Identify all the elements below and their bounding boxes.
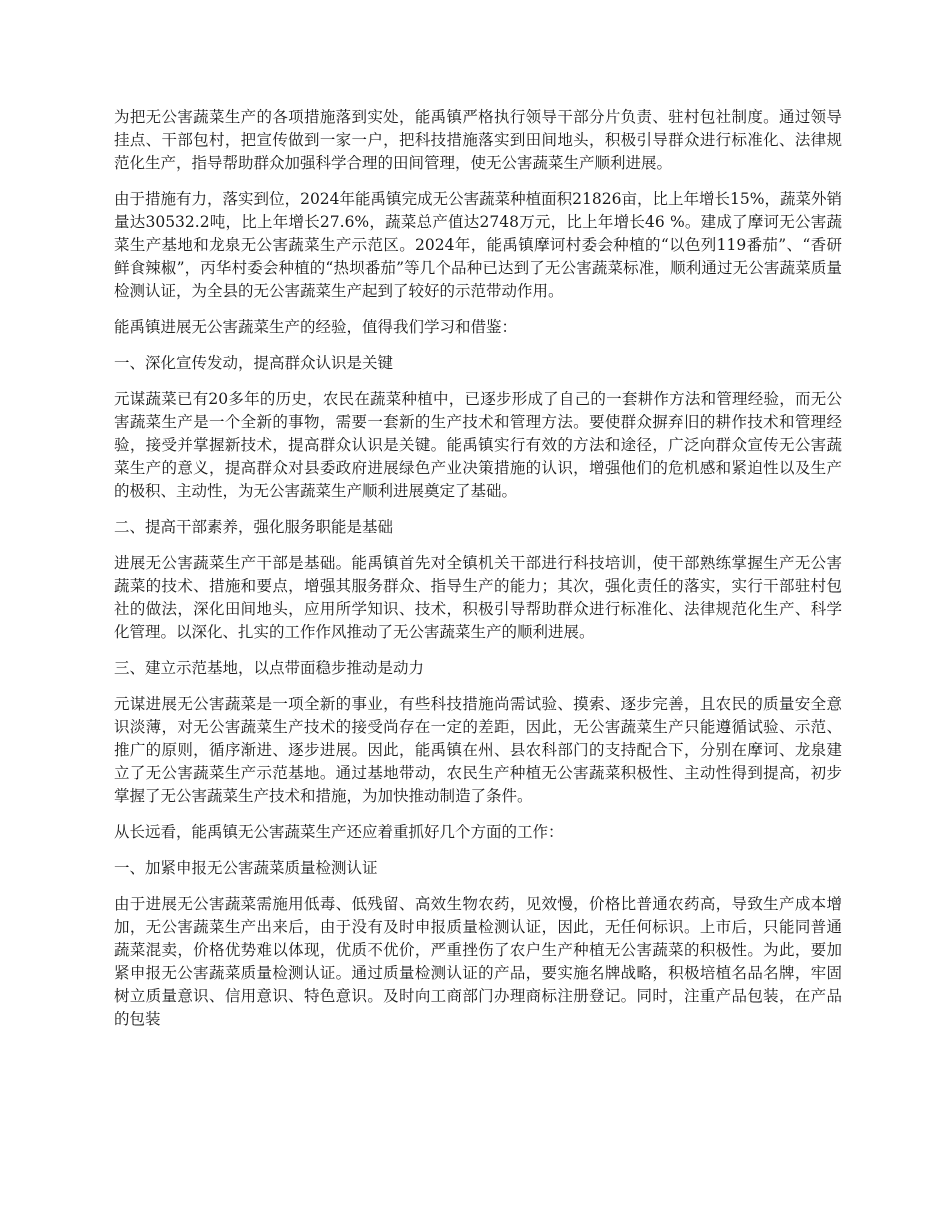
section-heading-demo-base: 三、建立示范基地，以点带面稳步推动是动力 bbox=[114, 659, 425, 677]
paragraph-implementation: 为把无公害蔬菜生产的各项措施落到实处，能禹镇严格执行领导干部分片负责、驻村包社制度。通过领导挂点、干部包村，把宣传做到一家一户，把科技措施落实到田间地头，积极引导群众进行标准化、法律规范化生产，指导帮助群众加强科学合理的田间管理，使无公害蔬菜生产顺利进展。 bbox=[114, 108, 842, 172]
section-heading-publicity: 一、深化宣传发动，提高群众认识是关键 bbox=[114, 354, 394, 372]
section-heading-cadre: 二、提高干部素养，强化服务职能是基础 bbox=[114, 518, 394, 536]
document-body bbox=[114, 106, 842, 1044]
paragraph-experience-intro: 能禹镇进展无公害蔬菜生产的经验，值得我们学习和借鉴： bbox=[114, 318, 518, 336]
paragraph-demo-base: 元谋进展无公害蔬菜是一项全新的事业，有些科技措施尚需试验、摸索、逐步完善，且农民的质量安全意识淡薄，对无公害蔬菜生产技术的接受尚存在一定的差距，因此，无公害蔬菜生产只能遵循试验、示范、推广的原则，循序渐进、逐步进展。因此，能禹镇在州、县农科部门的支持配合下，分别在摩诃、龙泉建立了无公害蔬菜生产示范基地。通过基地带动，农民生产种植无公害蔬菜积极性、主动性得到提高，初步掌握了无公害蔬菜生产技术和措施，为加快推动制造了条件。 bbox=[114, 695, 842, 805]
section-heading-certification: 一、加紧申报无公害蔬菜质量检测认证 bbox=[114, 859, 378, 877]
paragraph-results: 由于措施有力，落实到位，2024年能禹镇完成无公害蔬菜种植面积21826亩，比上年增长15%，蔬菜外销量达30532.2吨，比上年增长27.6%，蔬菜总产值达2748万元，比上年增长46 %。建成了摩诃无公害蔬菜生产基地和龙泉无公害蔬菜生产示范区。2024年，能禹镇摩诃村委会种植的“以色列119番茄”、“香研鲜食辣椒”，丙华村委会种植的“热坝番茄”等几个品种已达到了无公害蔬菜标准，顺利通过无公害蔬菜质量检测认证，为全县的无公害蔬菜生产起到了较好的示范带动作用。 bbox=[114, 190, 842, 300]
paragraph-cadre: 进展无公害蔬菜生产干部是基础。能禹镇首先对全镇机关干部进行科技培训，使干部熟练掌握生产无公害蔬菜的技术、措施和要点，增强其服务群众、指导生产的能力；其次，强化责任的落实，实行干部驻村包社的做法，深化田间地头，应用所学知识、技术，积极引导帮助群众进行标准化、法律规范化生产、科学化管理。以深化、扎实的工作作风推动了无公害蔬菜生产的顺利进展。 bbox=[114, 554, 842, 641]
paragraph-future-intro: 从长远看，能禹镇无公害蔬菜生产还应着重抓好几个方面的工作： bbox=[114, 823, 564, 841]
paragraph-certification: 由于进展无公害蔬菜需施用低毒、低残留、高效生物农药，见效慢，价格比普通农药高，导致生产成本增加，无公害蔬菜生产出来后，由于没有及时申报质量检测认证，因此，无任何标识。上市后，只能同普通蔬菜混卖，价格优势难以体现，优质不优价，严重挫伤了农户生产种植无公害蔬菜的积极性。为此，要加紧申报无公害蔬菜质量检测认证。通过质量检测认证的产品，要实施名牌战略，积极培植名品名牌，牢固树立质量意识、信用意识、特色意识。及时向工商部门办理商标注册登记。同时，注重产品包装，在产品的包装 bbox=[114, 895, 842, 1028]
paragraph-publicity: 元谋蔬菜已有20多年的历史，农民在蔬菜种植中，已逐步形成了自己的一套耕作方法和管理经验，而无公害蔬菜生产是一个全新的事物，需要一套新的生产技术和管理方法。要使群众摒弃旧的耕作技术和管理经验，接受并掌握新技术，提高群众认识是关键。能禹镇实行有效的方法和途径，广泛向群众宣传无公害蔬菜生产的意义，提高群众对县委政府进展绿色产业决策措施的认识，增强他们的危机感和紧迫性以及生产的极积、主动性，为无公害蔬菜生产顺利进展奠定了基础。 bbox=[114, 390, 842, 500]
